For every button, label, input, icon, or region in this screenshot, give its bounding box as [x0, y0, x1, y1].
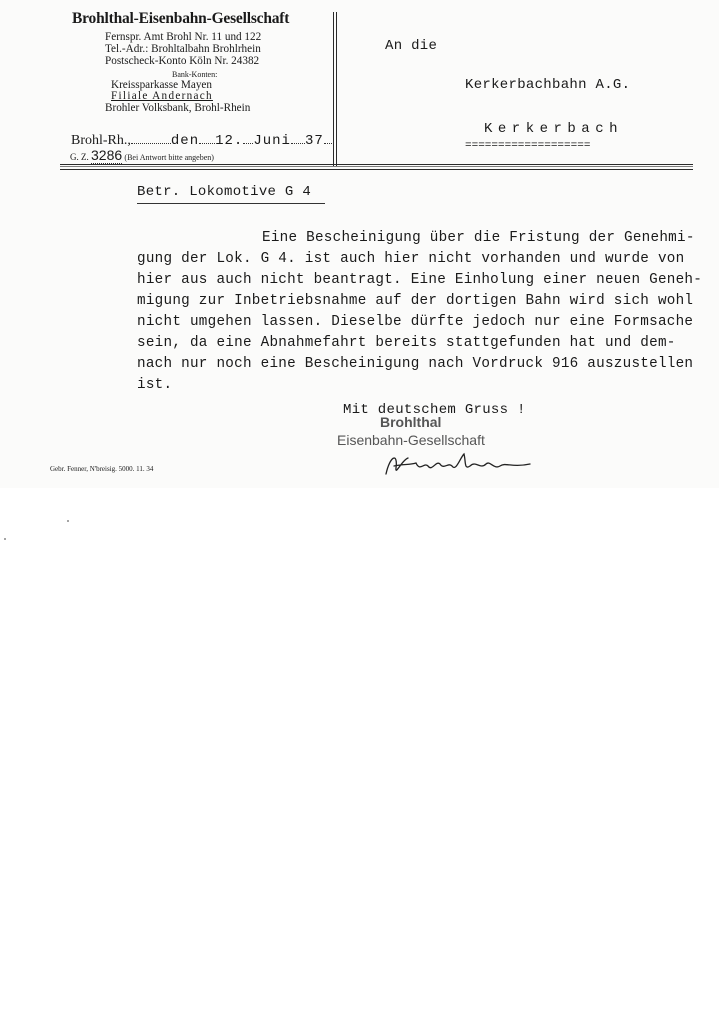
body-line: Eine Bescheinigung über die Fristung der Genehmi- — [262, 230, 695, 246]
subject-underline — [137, 203, 325, 204]
reference-note: (Bei Antwort bitte angeben) — [124, 153, 214, 162]
date-den: den — [170, 133, 200, 149]
date-month: Juni — [253, 133, 291, 149]
company-stamp-line-1: Brohlthal — [380, 414, 442, 430]
bank-1-branch: Filiale Andernach — [111, 90, 213, 102]
body-line: sein, da eine Abnahmefahrt bereits stattgefunden hat und dem- — [137, 335, 676, 351]
header-divider — [333, 12, 334, 166]
bank-2: Brohler Volksbank, Brohl‑Rhein — [105, 102, 251, 114]
telegram-address: Tel.‑Adr.: Brohltalbahn Brohlrhein — [105, 43, 261, 55]
recipient-name: Kerkerbachbahn A.G. — [465, 77, 631, 93]
town-underline: =================== — [465, 140, 591, 152]
body-line: ist. — [137, 377, 173, 393]
reference-row — [70, 147, 214, 163]
closing-greeting: Mit deutschem Gruss ! — [343, 402, 526, 418]
header-rule-3 — [60, 169, 693, 170]
bank-accounts-caption: Bank‑Konten: — [172, 70, 218, 79]
body-line: hier aus auch nicht beantragt. Eine Einholung einer neuen Geneh- — [137, 272, 703, 288]
recipient-town: Kerkerbach — [484, 121, 624, 137]
scan-speck — [4, 538, 6, 540]
address-to: An die — [385, 38, 438, 54]
body-line: gung der Lok. G 4. ist auch hier nicht vorhanden und wurde von — [137, 251, 685, 267]
date-day: 12. — [215, 133, 244, 149]
header-rule — [60, 164, 693, 165]
place-label: Brohl‑Rh., — [71, 133, 131, 148]
scan-speck — [67, 520, 69, 522]
letter-sheet — [0, 0, 719, 488]
subject-line: Betr. Lokomotive G 4 — [137, 184, 312, 200]
reference-number: 3286 — [91, 147, 123, 163]
date-year: 37 — [304, 133, 324, 149]
phone-line: Fernspr. Amt Brohl Nr. 11 und 122 — [105, 31, 262, 43]
handwritten-signature — [380, 448, 535, 484]
postal-check-account: Postscheck‑Konto Köln Nr. 24382 — [105, 55, 260, 67]
bank-1: Kreissparkasse Mayen — [111, 79, 212, 91]
printer-imprint: Gebr. Fenner, N'breisig. 5000. 11. 34 — [50, 465, 154, 473]
company-stamp-line-2: Eisenbahn-Gesellschaft — [337, 432, 485, 448]
reference-prefix: G. Z. — [70, 152, 89, 162]
body-line: nicht umgehen lassen. Dieselbe dürfte jedoch nur eine Formsache — [137, 314, 694, 330]
header-rule-2 — [60, 166, 693, 167]
header-divider-inner — [336, 12, 337, 166]
body-line: migung zur Inbetriebsnahme auf der dortigen Bahn wird sich wohl — [137, 293, 694, 309]
body-line: nach nur noch eine Bescheinigung nach Vordruck 916 auszustellen — [137, 356, 694, 372]
company-name: Brohlthal‑Eisenbahn‑Gesellschaft — [72, 10, 290, 27]
